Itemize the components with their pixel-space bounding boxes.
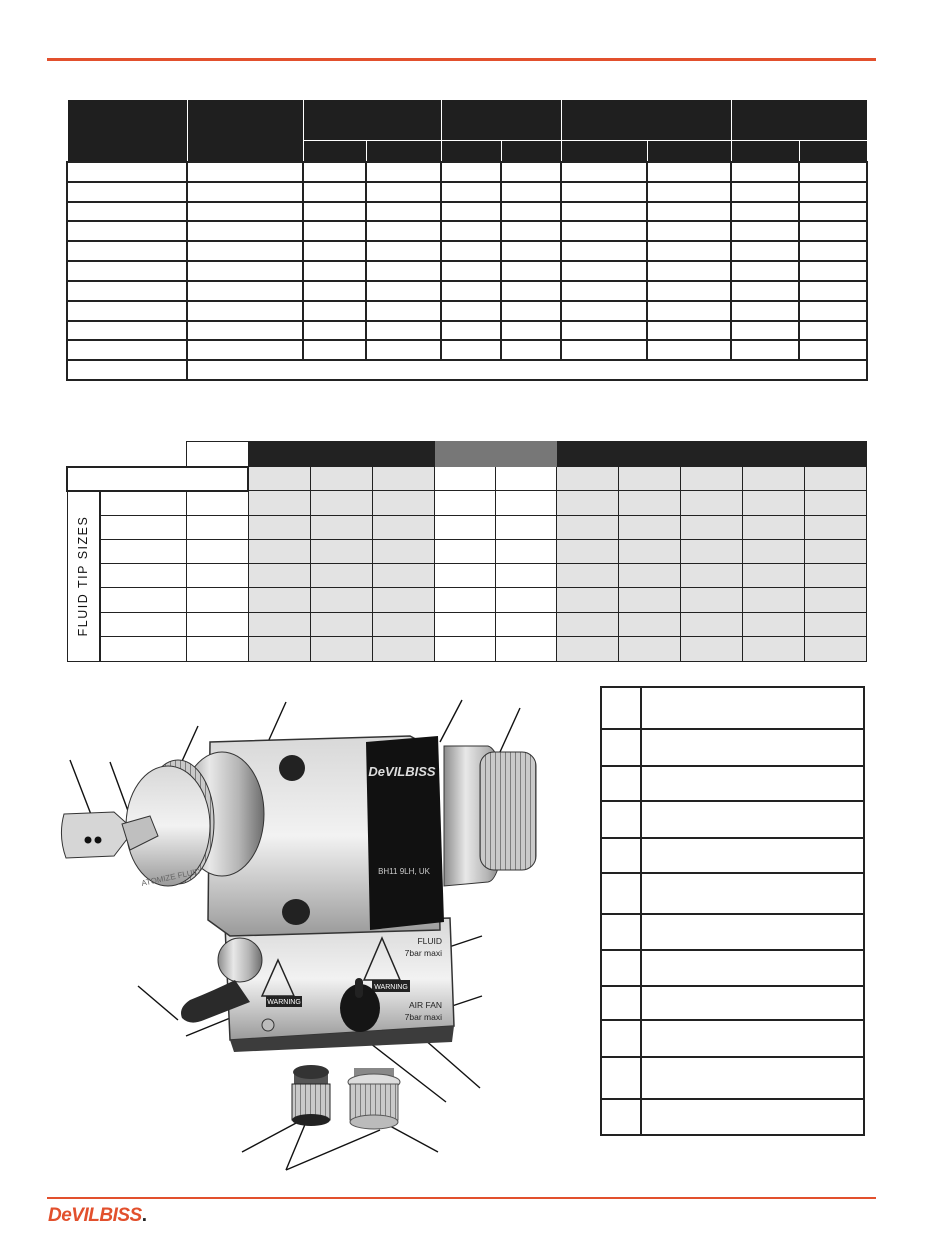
table-row	[67, 539, 866, 563]
tip-header-group	[248, 442, 434, 467]
airfan-label: AIR FAN	[408, 1000, 442, 1010]
airfan-pressure-label: 7bar maxi	[404, 1012, 442, 1022]
gun-brand-text: DeVILBISS	[368, 764, 436, 779]
spec-subheader	[303, 141, 366, 163]
table-row	[601, 950, 864, 986]
table-row	[601, 729, 864, 766]
svg-text:WARNING: WARNING	[374, 984, 408, 991]
body-hole-bottom	[282, 899, 310, 925]
spec-subheader	[561, 141, 647, 163]
spec-subheader	[799, 141, 867, 163]
table-row	[601, 687, 864, 729]
table-row	[67, 221, 867, 241]
table-row	[67, 515, 866, 539]
tip-header-group	[556, 442, 866, 467]
table-row	[67, 202, 867, 222]
footer-rule	[47, 1197, 876, 1199]
svg-text:WARNING: WARNING	[267, 999, 301, 1006]
spec-header-group	[561, 100, 731, 141]
spec-header-cell	[67, 100, 187, 163]
fluid-tip-sizes-label: FLUID TIP SIZES	[67, 491, 100, 662]
fluid-tip-table	[66, 441, 867, 662]
table-row	[601, 873, 864, 914]
table-row	[67, 588, 866, 612]
fluid-adjust-knob	[292, 1065, 330, 1126]
air-cap-horns	[61, 812, 134, 858]
table-row	[67, 340, 867, 360]
table-row	[67, 321, 867, 341]
table-row	[67, 281, 867, 301]
spec-header-cell	[187, 100, 303, 163]
air-cap-text: ATOMIZE FLUID	[140, 866, 202, 888]
parts-key-table	[600, 686, 865, 1136]
spec-header-group	[303, 100, 441, 141]
tip-header-group	[434, 442, 556, 467]
body-hole-top	[279, 755, 305, 781]
table-row	[601, 801, 864, 838]
airfan-adjust-knob	[348, 1068, 400, 1129]
table-row	[67, 241, 867, 261]
table-row	[601, 986, 864, 1020]
fluid-pressure-label: 7bar maxi	[404, 948, 442, 958]
spec-subheader	[647, 141, 731, 163]
tip-header-blank	[186, 442, 248, 467]
table-row	[67, 182, 867, 202]
table-row	[67, 360, 867, 380]
spec-subheader	[501, 141, 561, 163]
spray-gun-illustration	[50, 690, 570, 1180]
spec-header-group	[441, 100, 561, 141]
table-row	[67, 636, 866, 661]
spec-header-group	[731, 100, 867, 141]
table-row	[67, 301, 867, 321]
spec-table	[66, 99, 868, 381]
table-row	[601, 914, 864, 950]
screw	[262, 1019, 274, 1031]
table-row	[67, 261, 867, 281]
gun-origin-text: BH11 9LH, UK	[378, 867, 430, 876]
table-row	[67, 491, 866, 515]
table-row	[67, 564, 866, 588]
side-valve-knob	[218, 938, 262, 982]
table-row	[601, 1099, 864, 1135]
table-row	[67, 162, 867, 182]
fluid-label: FLUID	[417, 936, 442, 946]
spec-subheader	[731, 141, 799, 163]
table-row	[601, 766, 864, 801]
spec-subheader	[366, 141, 441, 163]
spec-subheader	[441, 141, 501, 163]
port-slot	[355, 978, 363, 998]
table-row	[601, 1020, 864, 1057]
table-row	[67, 612, 866, 636]
devilbiss-logo: DeVILBISS.	[48, 1205, 147, 1226]
table-row	[601, 1057, 864, 1099]
header-rule	[47, 58, 876, 61]
table-row	[601, 838, 864, 873]
needle-adjust-knob	[480, 752, 536, 870]
